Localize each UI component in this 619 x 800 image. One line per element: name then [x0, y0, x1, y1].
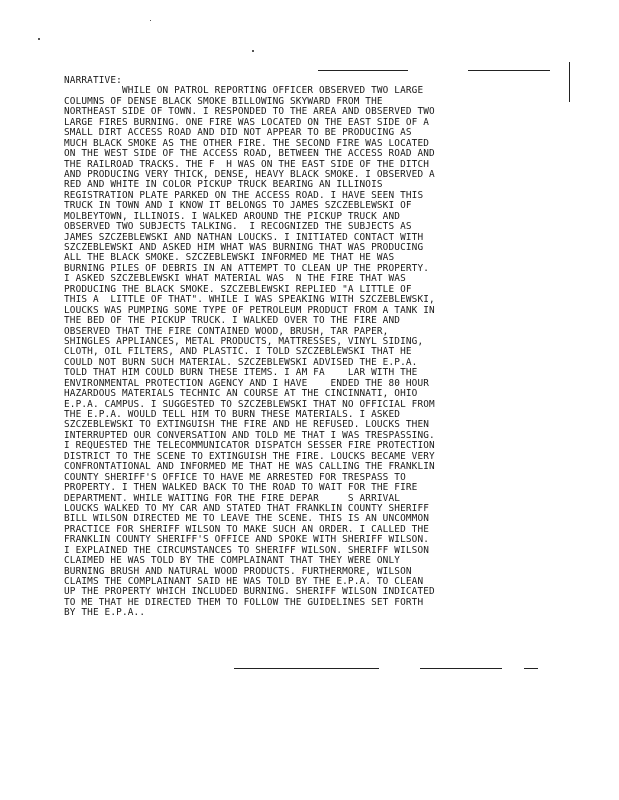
narrative-line: THE RAILROAD TRACKS. THE F H WAS ON THE EAST SIDE OF THE DITCH [64, 158, 430, 170]
narrative-line: ENVIRONMENTAL PROTECTION AGENCY AND I HAVE ENDED THE 80 HOUR [64, 377, 430, 389]
narrative-line: I REQUESTED THE TELECOMMUNICATOR DISPATCH SESSER FIRE PROTECTION [64, 440, 435, 452]
narrative-line: FRANKLIN COUNTY SHERIFF'S OFFICE AND SPOKE WITH SHERIFF WILSON. [64, 534, 430, 546]
bottom-rule-left [234, 668, 379, 669]
right-margin-rule [569, 62, 570, 102]
narrative-line: LOUCKS WAS PUMPING SOME TYPE OF PETROLEUM PRODUCT FROM A TANK IN [64, 304, 435, 316]
narrative-line: DISTRICT TO THE SCENE TO EXTINGUISH THE FIRE. LOUCKS BECAME VERY [64, 450, 435, 462]
narrative-line: SZCZEBLEWSKI TO EXTINGUISH THE FIRE AND HE REFUSED. LOUCKS THEN [64, 419, 430, 431]
narrative-line: I ASKED SZCZEBLEWSKI WHAT MATERIAL WAS N THE FIRE THAT WAS [64, 273, 406, 285]
bottom-rule-right [524, 668, 538, 669]
narrative-line: THE E.P.A. WOULD TELL HIM TO BURN THESE MATERIALS. I ASKED [64, 409, 401, 420]
narrative-line: THIS A LITTLE OF THAT". WHILE I WAS SPEAKING WITH SZCZEBLEWSKI, [64, 294, 435, 306]
narrative-line: CLAIMED HE WAS TOLD BY THE COMPLAINANT THAT THEY WERE ONLY [64, 555, 401, 567]
narrative-body [64, 86, 564, 618]
narrative-line: BURNING BRUSH AND NATURAL WOOD PRODUCTS. FURTHERMORE, WILSON [64, 565, 412, 577]
scan-speck [252, 50, 254, 52]
narrative-line: LOUCKS WALKED TO MY CAR AND STATED THAT FRANKLIN COUNTY SHERIFF [64, 502, 430, 514]
narrative-line: AND PRODUCING VERY THICK, DENSE, HEAVY BLACK SMOKE. I OBSERVED A [64, 168, 435, 180]
narrative-block [64, 76, 564, 619]
narrative-line: MOLBEYTOWN, ILLINOIS. I WALKED AROUND THE PICKUP TRUCK AND [64, 210, 401, 222]
narrative-line: COUNTY SHERIFF'S OFFICE TO HAVE ME ARRESTED FOR TRESPASS TO [64, 471, 406, 483]
narrative-line: PRACTICE FOR SHERIFF WILSON TO MAKE SUCH AN ORDER. I CALLED THE [64, 523, 430, 535]
narrative-line: BURNING PILES OF DEBRIS IN AN ATTEMPT TO CLEAN UP THE PROPERTY. [64, 262, 430, 274]
narrative-line: HAZARDOUS MATERIALS TECHNIC AN COURSE AT THE CINCINNATI, OHIO [64, 388, 418, 400]
narrative-line: THE BED OF THE PICKUP TRUCK. I WALKED OVER TO THE FIRE AND [64, 315, 401, 327]
narrative-line: I EXPLAINED THE CIRCUMSTANCES TO SHERIFF WILSON. SHERIFF WILSON [64, 544, 430, 556]
scan-speck [38, 38, 40, 40]
narrative-line: BY THE E.P.A.. [64, 607, 146, 619]
narrative-line: INTERRUPTED OUR CONVERSATION AND TOLD ME THAT I WAS TRESPASSING. [64, 429, 435, 441]
narrative-line: CLOTH, OIL FILTERS, AND PLASTIC. I TOLD SZCZEBLEWSKI THAT HE [64, 346, 412, 358]
narrative-line: SMALL DIRT ACCESS ROAD AND DID NOT APPEAR TO BE PRODUCING AS [64, 127, 412, 139]
narrative-line: DEPARTMENT. WHILE WAITING FOR THE FIRE DEPAR S ARRIVAL [64, 492, 401, 504]
narrative-line: PRODUCING THE BLACK SMOKE. SZCZEBLEWSKI REPLIED "A LITTLE OF [64, 283, 412, 295]
narrative-heading: NARRATIVE: [64, 75, 122, 86]
narrative-line: PROPERTY. I THEN WALKED BACK TO THE ROAD TO WAIT FOR THE FIRE [64, 482, 418, 494]
narrative-line: UP THE PROPERTY WHICH INCLUDED BURNING. SHERIFF WILSON INDICATED [64, 586, 435, 598]
narrative-line: LARGE FIRES BURNING. ONE FIRE WAS LOCATED ON THE EAST SIDE OF A [64, 116, 430, 128]
narrative-line: BILL WILSON DIRECTED ME TO LEAVE THE SCENE. THIS IS AN UNCOMMON [64, 513, 430, 525]
narrative-line: CLAIMS THE COMPLAINANT SAID HE WAS TOLD BY THE E.P.A. TO CLEAN [64, 576, 424, 587]
narrative-line: COULD NOT BURN SUCH MATERIAL. SZCZEBLEWSKI ADVISED THE E.P.A. [64, 356, 418, 368]
narrative-line: TOLD THAT HIM COULD BURN THESE ITEMS. I AM FA LAR WITH THE [64, 367, 418, 379]
narrative-line: SZCZEBLEWSKI AND ASKED HIM WHAT WAS BURNING THAT WAS PRODUCING [64, 242, 424, 253]
narrative-line: TRUCK IN TOWN AND I KNOW IT BELONGS TO JAMES SZCZEBLEWSKI OF [64, 200, 412, 212]
narrative-line: WHILE ON PATROL REPORTING OFFICER OBSERVED TWO LARGE [64, 85, 424, 97]
narrative-line: REGISTRATION PLATE PARKED ON THE ACCESS ROAD. I HAVE SEEN THIS [64, 189, 424, 201]
narrative-line: JAMES SZCZEBLEWSKI AND NATHAN LOUCKS. I INITIATED CONTACT WITH [64, 231, 424, 243]
narrative-line: CONFRONTATIONAL AND INFORMED ME THAT HE WAS CALLING THE FRANKLIN [64, 461, 435, 473]
narrative-line: TO ME THAT HE DIRECTED THEM TO FOLLOW THE GUIDELINES SET FORTH [64, 596, 424, 608]
bottom-rule-mid [420, 668, 502, 669]
narrative-line: NORTHEAST SIDE OF TOWN. I RESPONDED TO THE AREA AND OBSERVED TWO [64, 106, 435, 118]
top-rule-left [318, 70, 408, 71]
narrative-line: OBSERVED THAT THE FIRE CONTAINED WOOD, BRUSH, TAR PAPER, [64, 325, 389, 337]
narrative-line: RED AND WHITE IN COLOR PICKUP TRUCK BEARING AN ILLINOIS [64, 179, 383, 191]
narrative-line: ON THE WEST SIDE OF THE ACCESS ROAD, BETWEEN THE ACCESS ROAD AND [64, 148, 435, 160]
narrative-line: MUCH BLACK SMOKE AS THE OTHER FIRE. THE SECOND FIRE WAS LOCATED [64, 137, 430, 149]
narrative-line: OBSERVED TWO SUBJECTS TALKING. I RECOGNIZED THE SUBJECTS AS [64, 221, 412, 233]
scan-speck [150, 20, 151, 21]
narrative-line: COLUMNS OF DENSE BLACK SMOKE BILLOWING SKYWARD FROM THE [64, 95, 383, 107]
top-rule-right [468, 70, 550, 71]
narrative-line: E.P.A. CAMPUS. I SUGGESTED TO SZCZEBLEWSKI THAT NO OFFICIAL FROM [64, 398, 435, 410]
narrative-line: SHINGLES APPLIANCES, METAL PRODUCTS, MATTRESSES, VINYL SIDING, [64, 335, 424, 347]
narrative-line: ALL THE BLACK SMOKE. SZCZEBLEWSKI INFORMED ME THAT HE WAS [64, 252, 395, 264]
